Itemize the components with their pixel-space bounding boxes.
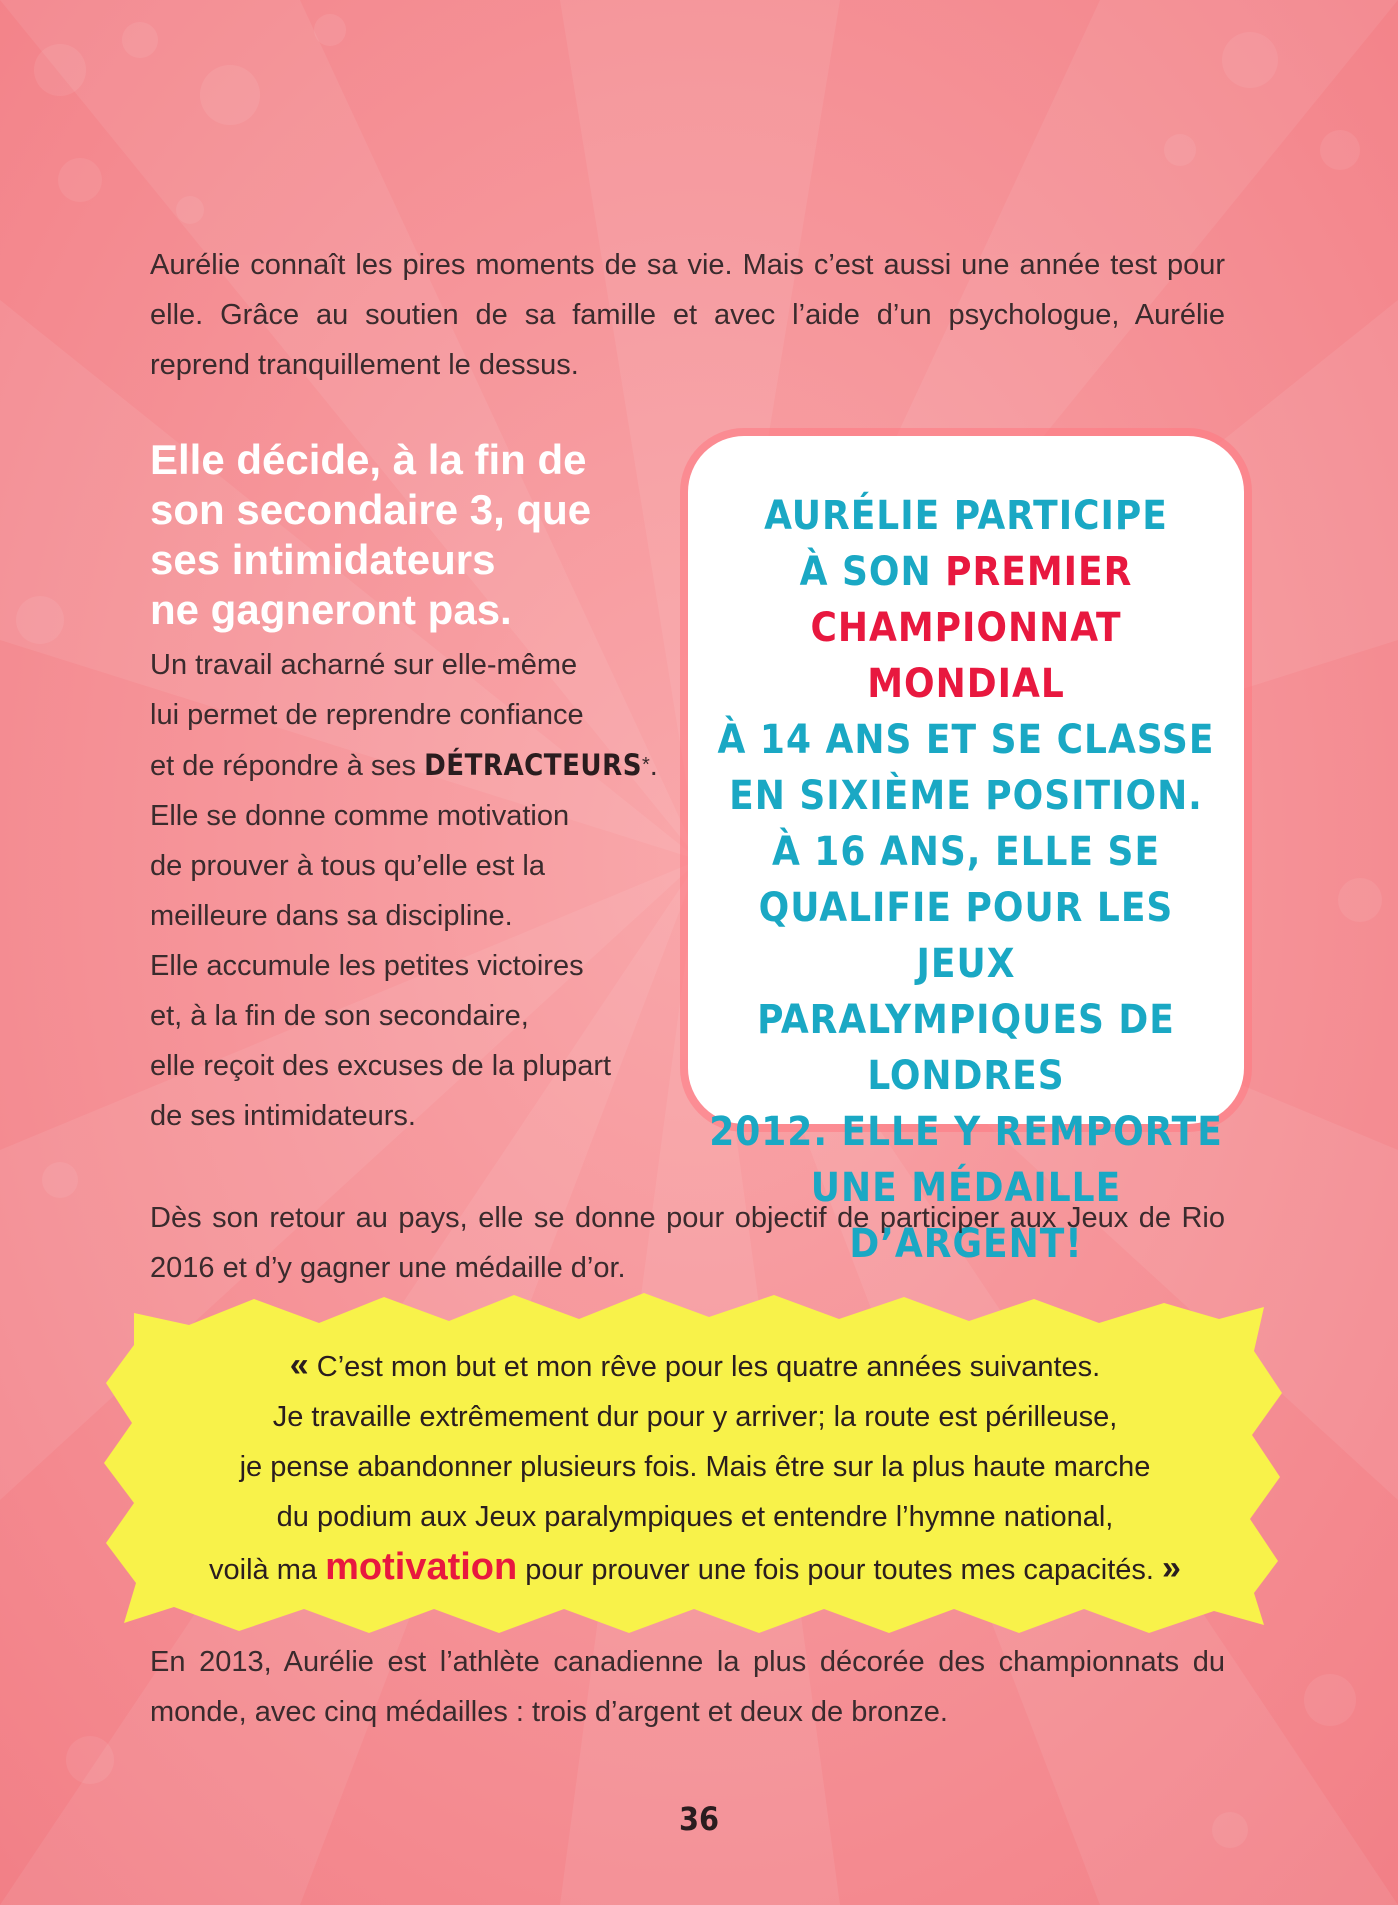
callout-line: UNE MÉDAILLE D’ARGENT! xyxy=(810,1165,1122,1267)
quote-line xyxy=(150,1542,1240,1595)
return-paragraph: Dès son retour au pays, elle se donne pour objectif de participer aux Jeux de Rio 2016 et d’y gagner une médaille d’or. xyxy=(150,1202,1225,1284)
quote-line xyxy=(150,1340,1240,1392)
quote-block xyxy=(150,1340,1240,1595)
intro-paragraph: Aurélie connaît les pires moments de sa vie. Mais c’est aussi une année test pour elle. Grâce au soutien de sa famille et avec l’aide d’un psychologue, Aurélie reprend tranquillement le dessus. xyxy=(150,249,1225,381)
quote-line-part: C’est mon but et mon rêve pour les quatre années suivantes. xyxy=(308,1351,1101,1383)
footnote-marker: * xyxy=(642,754,650,776)
callout-line: EN SIXIÈME POSITION. xyxy=(729,773,1203,819)
quote-line: je pense abandonner plusieurs fois. Mais être sur la plus haute marche xyxy=(239,1451,1151,1483)
motivation-highlight: motivation xyxy=(325,1546,518,1588)
section-headline xyxy=(150,435,670,635)
body-line: et, à la fin de son secondaire, xyxy=(150,1000,529,1032)
left-body-text xyxy=(150,640,690,1141)
closing-paragraph: En 2013, Aurélie est l’athlète canadienne la plus décorée des championnats du monde, avec cinq médailles : trois d’argent et deux de bronze. xyxy=(150,1646,1225,1728)
body-line xyxy=(150,740,690,791)
open-quote-mark: « xyxy=(289,1346,309,1384)
callout-card xyxy=(688,436,1244,1267)
body-line: Elle accumule les petites victoires xyxy=(150,950,584,982)
body-line: de prouver à tous qu’elle est la xyxy=(150,850,545,882)
callout-line: AURÉLIE PARTICIPE xyxy=(764,493,1168,539)
headline-line: ses intimidateurs xyxy=(150,536,496,583)
callout-highlight: PREMIER xyxy=(945,549,1133,595)
callout-line: QUALIFIE POUR LES JEUX xyxy=(758,885,1174,987)
quote-line-part: pour prouver une fois pour toutes mes capacités. xyxy=(517,1554,1163,1586)
body-line: lui permet de reprendre confiance xyxy=(150,699,584,731)
close-quote-mark: » xyxy=(1162,1549,1181,1587)
callout-line: PARALYMPIQUES DE LONDRES xyxy=(757,997,1175,1099)
callout-line: À 14 ANS ET SE CLASSE xyxy=(717,717,1215,763)
headline-line: Elle décide, à la fin de xyxy=(150,436,587,483)
body-line: Un travail acharné sur elle-même xyxy=(150,649,578,681)
quote-line: du podium aux Jeux paralympiques et entendre l’hymne national, xyxy=(276,1501,1114,1533)
body-line-part: et de répondre à ses xyxy=(150,750,425,782)
body-line: Elle se donne comme motivation xyxy=(150,800,570,832)
body-line: meilleure dans sa discipline. xyxy=(150,900,513,932)
callout-text xyxy=(708,488,1224,1272)
body-line-part: . xyxy=(649,750,658,782)
glossary-term: DÉTRACTEURS xyxy=(424,748,642,782)
quote-line-part: voilà ma xyxy=(209,1554,326,1586)
callout-line: 2012. ELLE Y REMPORTE xyxy=(709,1109,1223,1155)
body-line: elle reçoit des excuses de la plupart xyxy=(150,1050,612,1082)
quote-line: Je travaille extrêmement dur pour y arriver; la route est périlleuse, xyxy=(272,1401,1118,1433)
headline-line: ne gagneront pas. xyxy=(150,586,512,633)
callout-line: À 16 ANS, ELLE SE xyxy=(771,829,1161,875)
headline-line: son secondaire 3, que xyxy=(150,486,592,533)
body-line: de ses intimidateurs. xyxy=(150,1100,416,1132)
page-number: 36 xyxy=(678,1800,720,1838)
callout-line-part: À SON xyxy=(799,549,946,595)
callout-line xyxy=(708,544,1224,600)
callout-highlight: CHAMPIONNAT MONDIAL xyxy=(810,605,1122,707)
